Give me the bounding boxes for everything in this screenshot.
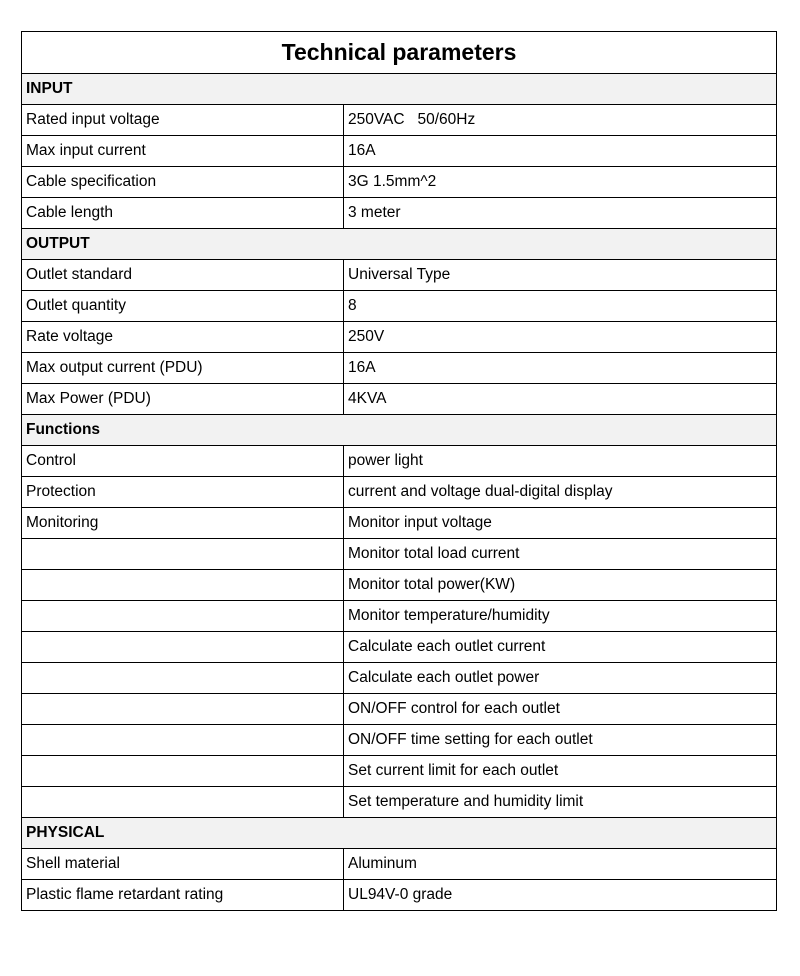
parameter-value: power light — [344, 446, 777, 477]
table-row — [22, 322, 777, 353]
table-row — [22, 694, 777, 725]
parameter-label — [22, 601, 344, 632]
table-row — [22, 663, 777, 694]
parameter-label: Monitoring — [22, 508, 344, 539]
parameter-label: Rated input voltage — [22, 105, 344, 136]
table-row — [22, 756, 777, 787]
parameter-label — [22, 632, 344, 663]
parameter-label: Shell material — [22, 849, 344, 880]
parameter-value: current and voltage dual-digital display — [344, 477, 777, 508]
parameter-value: 250VAC 50/60Hz — [344, 105, 777, 136]
parameter-value: Monitor temperature/humidity — [344, 601, 777, 632]
technical-parameters-table — [21, 31, 777, 911]
parameter-label — [22, 570, 344, 601]
parameter-label — [22, 663, 344, 694]
table-row — [22, 291, 777, 322]
parameter-value: Monitor input voltage — [344, 508, 777, 539]
parameter-label: Max Power (PDU) — [22, 384, 344, 415]
section-row — [22, 415, 777, 446]
parameter-value: 3 meter — [344, 198, 777, 229]
parameter-label: Plastic flame retardant rating — [22, 880, 344, 911]
parameter-value: UL94V-0 grade — [344, 880, 777, 911]
table-row — [22, 105, 777, 136]
parameter-value: ON/OFF control for each outlet — [344, 694, 777, 725]
parameter-value: Monitor total power(KW) — [344, 570, 777, 601]
title-row — [22, 32, 777, 74]
section-row — [22, 229, 777, 260]
table-row — [22, 725, 777, 756]
parameter-label: Control — [22, 446, 344, 477]
parameter-value: Set temperature and humidity limit — [344, 787, 777, 818]
parameter-value: 3G 1.5mm^2 — [344, 167, 777, 198]
parameter-value: 4KVA — [344, 384, 777, 415]
parameter-value: 16A — [344, 353, 777, 384]
parameter-label — [22, 694, 344, 725]
table-row — [22, 167, 777, 198]
parameter-value: 16A — [344, 136, 777, 167]
table-row — [22, 849, 777, 880]
section-row — [22, 74, 777, 105]
table-row — [22, 136, 777, 167]
parameter-value: Set current limit for each outlet — [344, 756, 777, 787]
table-row — [22, 880, 777, 911]
table-row — [22, 477, 777, 508]
parameter-label — [22, 725, 344, 756]
table-row — [22, 260, 777, 291]
parameter-value: ON/OFF time setting for each outlet — [344, 725, 777, 756]
table-row — [22, 508, 777, 539]
section-header: PHYSICAL — [22, 818, 777, 849]
parameter-label: Rate voltage — [22, 322, 344, 353]
section-header: OUTPUT — [22, 229, 777, 260]
section-row — [22, 818, 777, 849]
parameter-label — [22, 539, 344, 570]
table-title: Technical parameters — [22, 32, 777, 74]
parameter-label: Max input current — [22, 136, 344, 167]
parameter-label: Protection — [22, 477, 344, 508]
table-body — [22, 32, 777, 911]
table-row — [22, 570, 777, 601]
table-row — [22, 353, 777, 384]
parameter-label — [22, 756, 344, 787]
section-header: INPUT — [22, 74, 777, 105]
parameter-value: 8 — [344, 291, 777, 322]
parameter-value: 250V — [344, 322, 777, 353]
table-row — [22, 601, 777, 632]
parameter-label: Max output current (PDU) — [22, 353, 344, 384]
table-row — [22, 198, 777, 229]
table-row — [22, 446, 777, 477]
table-row — [22, 787, 777, 818]
parameter-value: Aluminum — [344, 849, 777, 880]
section-header: Functions — [22, 415, 777, 446]
table-row — [22, 539, 777, 570]
parameter-label: Outlet quantity — [22, 291, 344, 322]
table-row — [22, 384, 777, 415]
table-row — [22, 632, 777, 663]
parameter-label: Cable length — [22, 198, 344, 229]
parameter-value: Monitor total load current — [344, 539, 777, 570]
parameter-label — [22, 787, 344, 818]
parameter-label: Cable specification — [22, 167, 344, 198]
parameter-value: Calculate each outlet current — [344, 632, 777, 663]
parameter-value: Calculate each outlet power — [344, 663, 777, 694]
parameter-value: Universal Type — [344, 260, 777, 291]
parameter-label: Outlet standard — [22, 260, 344, 291]
